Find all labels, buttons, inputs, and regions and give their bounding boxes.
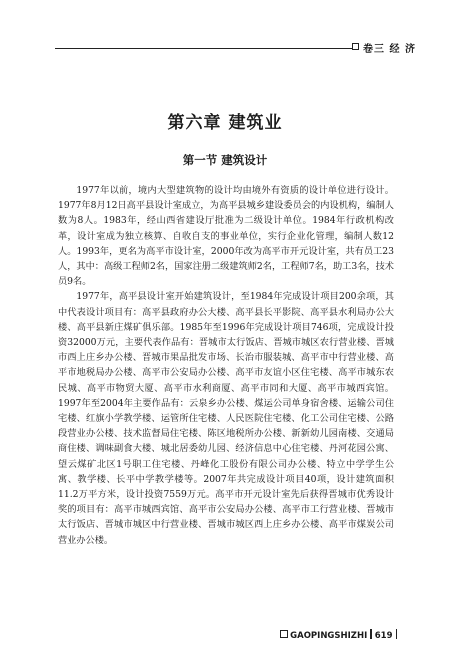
chapter-title: 第六章 建筑业 bbox=[167, 113, 283, 133]
header-square-icon bbox=[352, 43, 359, 50]
footer-square-icon bbox=[280, 630, 288, 638]
footer-divider-end bbox=[396, 629, 398, 639]
page-footer bbox=[280, 629, 400, 641]
footer-divider bbox=[370, 629, 372, 639]
paragraph-2: 1977年，高平县设计室开始建筑设计，至1984年完成设计项目200余项，其中代表设计项目有：高平县政府办公大楼、高平县长平影院、高平县水利局办公大楼、高平县新庄煤矿俱乐部。1985年至1996年完成设计项目746项，完成设计投资32000万元，主要代表作品有：晋城市太行饭店、晋城市城区农行营业楼、晋城市西上庄乡办公楼、晋城市果品批发市场、长治市服装城、高平市中行营业楼、高平市地税局办公楼、高平市公安局办公楼、高平市友谊小区住宅楼、高平市城东农民城、高平市物贸大厦、高平市水利商厦、高平市同和大厦、高平市城西宾馆。1997年至2004年主要作品有：云泉乡办公楼、煤运公司单身宿舍楼、运输公司住宅楼、红旗小学教学楼、运管所住宅楼、人民医院住宅楼、化工公司住宅楼、公路段营业办公楼、技术监督局住宅楼、陈区地税所办公楼、新新幼儿园南楼、交通局商住楼、调味副食大楼、城北居委幼儿园、经济信息中心住宅楼、丹河花园公寓、望云煤矿北区1号职工住宅楼、丹峰化工股份有限公司办公楼、特立中学学生公寓、教学楼、长平中学教学楼等。2007年共完成设计项目40项，设计建筑面积11.2万平方米，设计投资7559万元。高平市开元设计室先后获得晋城市优秀设计奖的项目有：高平市城西宾馆、高平市公安局办公楼、高平市工行营业楼、晋城市太行饭店、晋城市城区中行营业楼、晋城市城区西上庄乡办公楼、高平市煤炭公司营业办公楼。 bbox=[58, 291, 394, 546]
paragraph-1: 1977年以前，境内大型建筑物的设计均由境外有资质的设计单位进行设计。1977年8月12日高平县设计室成立，为高平县城乡建设委员会的内设机构，编制人数为8人。1983年，经山西省建设厅批准为二级设计单位。1984年行政机构改革，设计室成为独立核算、自收自支的事业单位，实行企业化管理，编制人数12人。1993年，更名为高平市设计室，2000年改为高平市开元设计室，共有员工23人，其中：高级工程师2名，国家注册二级建筑师2名，工程师7名，助工3名，技术员9名。 bbox=[58, 185, 394, 288]
body-text bbox=[58, 183, 394, 548]
footer-running-title: GAOPINGSHIZHI bbox=[290, 631, 368, 641]
running-header: 卷三 经 济 bbox=[363, 44, 416, 55]
header-rule bbox=[55, 48, 353, 49]
section-title: 第一节 建筑设计 bbox=[182, 153, 268, 167]
page-number: 619 bbox=[374, 631, 393, 641]
